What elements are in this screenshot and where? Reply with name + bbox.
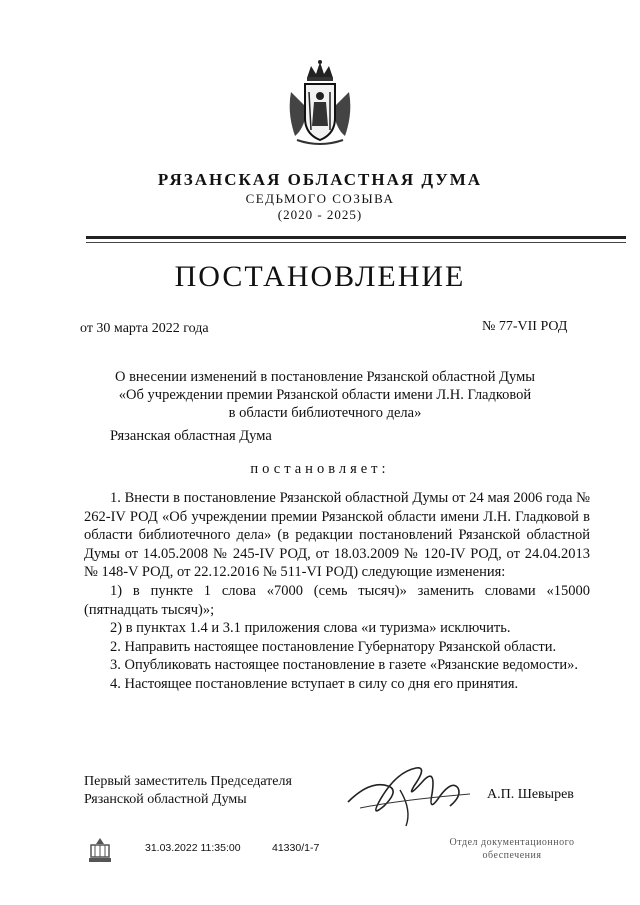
term-years: (2020 - 2025) [277,207,363,222]
convocation-label: СЕДЬМОГО СОЗЫВА [245,191,395,206]
stamp-line: Отдел документационного [449,837,575,848]
department-stamp [432,836,592,862]
signer-position-line: Первый заместитель Председателя [84,774,292,789]
signer-name: А.П. Шевырев [487,787,574,802]
resolution-paragraph: 1. Внести в постановление Рязанской областной Думы от 24 мая 2006 года № 262-IV РОД «Об учреждении премии Рязанской области имени Л.Н. Гладковой в области библиотечного дела» (в редакции постановлений Рязанской областной Думы от 14.05.2008 № 245-IV РОД, от 18.03.2009 № 120-IV РОД, от 24.04.2013 № 148-V РОД, от 22.12.2016 № 511-VI РОД) следующие изменения: [84,490,590,581]
handwritten-signature [340,750,490,830]
coat-of-arms-emblem [285,58,355,148]
resolution-paragraph: 4. Настоящее постановление вступает в силу со дня его принятия. [110,675,519,692]
header-divider-thick [86,236,626,239]
resolution-paragraph: 1) в пункте 1 слова «7000 (семь тысяч)» заменить словами «15000 (пятнадцать тысяч)»; [84,582,590,618]
document-type-title: ПОСТАНОВЛЕНИЕ [174,260,466,293]
document-number: № 77-VII РОД [482,319,568,334]
registration-timestamp: 31.03.2022 11:35:00 [145,842,241,854]
resolution-paragraph: 2. Направить настоящее постановление Губернатору Рязанской области. [110,638,557,655]
signer-position [84,773,292,809]
resolution-paragraph: 3. Опубликовать настоящее постановление в газете «Рязанские ведомости». [110,657,579,674]
document-date: от 30 марта 2022 года [80,321,209,336]
subject-line: в области библиотечного дела» [228,405,422,421]
issuer-name: Рязанская областная Дума [110,428,272,444]
document-subject [90,368,560,422]
subject-line: О внесении изменений в постановление Рязанской областной Думы [114,369,536,385]
resolves-heading: постановляет: [250,461,390,477]
registry-logo-icon [86,836,114,866]
resolution-body [84,489,590,694]
resolution-paragraph: 2) в пунктах 1.4 и 3.1 приложения слова «и туризма» исключить. [110,620,511,637]
subject-line: «Об учреждении премии Рязанской области имени Л.Н. Гладковой [118,387,532,403]
stamp-line: обеспечения [482,850,542,861]
organization-title: РЯЗАНСКАЯ ОБЛАСТНАЯ ДУМА [157,170,483,189]
registration-code: 41330/1-7 [272,842,320,854]
signer-position-line: Рязанской областной Думы [84,792,247,807]
header-divider-thin [86,242,626,243]
